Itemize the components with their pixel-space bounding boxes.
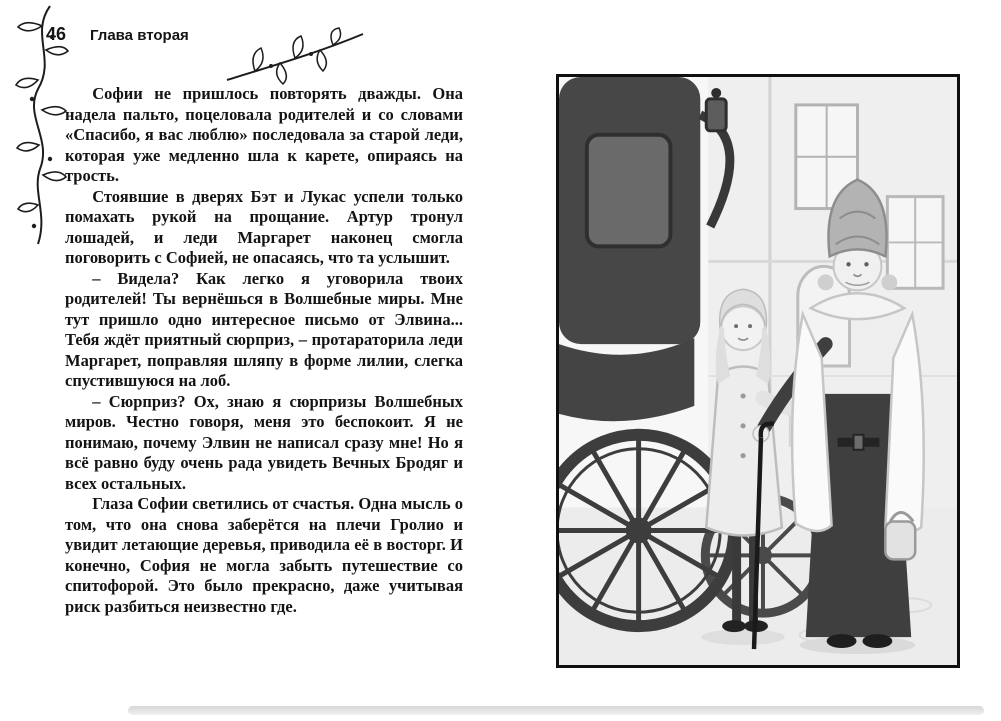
branch-ornament-icon — [225, 26, 365, 90]
paragraph: Софии не пришлось повторять дважды. Она надела пальто, поцеловала родителей и со словами «Спасибо, я вас люблю» последовала за старой леди, которая уже медленно шла к карете, опираясь на трость. — [65, 84, 463, 185]
page-header — [46, 24, 189, 45]
illustration — [556, 74, 960, 668]
page-number: 46 — [46, 24, 67, 44]
paragraph: Стоявшие в дверях Бэт и Лукас успели только помахать рукой на прощание. Артур тронул лошадей, и леди Маргарет наконец смогла поговорить с Софией, не опасаясь, что та услышит. — [65, 186, 463, 267]
paragraph: Глаза Софии светились от счастья. Одна мысль о том, что она снова заберётся на плечи Гролио и увидит летающие деревья, приводила её в восторг. И конечно, София не могла забыть путешествие со спитофорой. Это было прекрасно, даже учитывая риск разбиться неизвестно где. — [65, 494, 463, 616]
page-edge-shadow — [128, 706, 984, 715]
illustration-drawing — [559, 77, 957, 665]
paragraph: – Сюрприз? Ох, знаю я сюрпризы Волшебных миров. Честно говоря, меня это беспокоит. Я не понимаю, почему Элвин не написал сразу мне! Но я всё равно буду очень рада увидеть Вечных Бродяг и всех остальных. — [65, 391, 463, 493]
paragraph: – Видела? Как легко я уговорила твоих родителей! Ты вернёшься в Волшебные миры. Мне тут пришло одно интересное письмо от Элвина... Тебя ждёт приятный сюрприз, – протараторила леди Маргарет, поправляя шляпу в форме лилии, слегка спустившуюся на лоб. — [65, 268, 463, 390]
text-column — [65, 84, 463, 617]
chapter-title: Глава вторая — [90, 27, 189, 44]
